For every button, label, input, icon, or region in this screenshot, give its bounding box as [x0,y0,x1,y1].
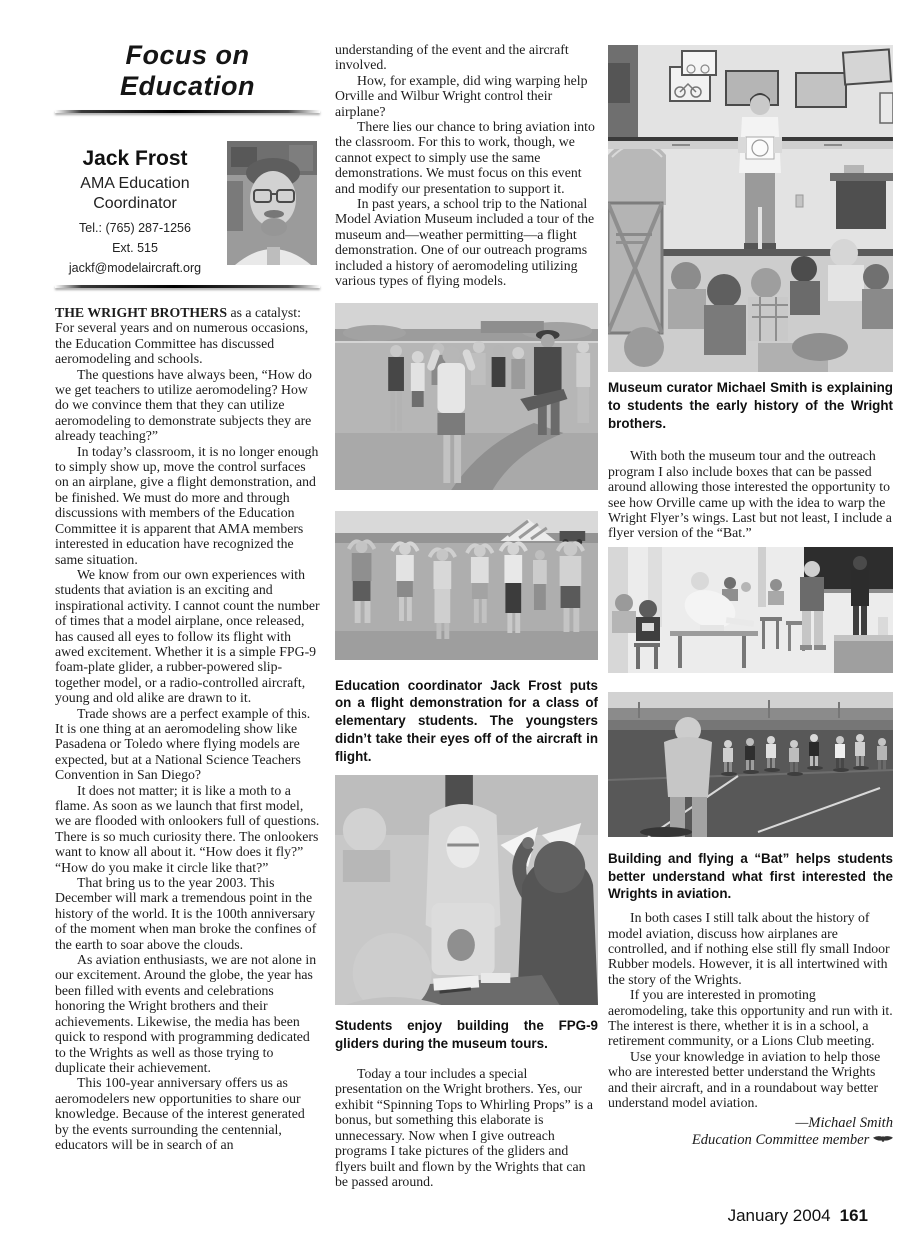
photo-caption: Students enjoy building the FPG-9 gliders during the museum tours. [335,1018,598,1052]
section-divider [55,285,320,288]
article-paragraph: That bring us to the year 2003. This December will mark a tremendous point in the history of the world. It is the 100th anniversary of the moment when man broke the confines of the earth to soar above the clouds. [55,875,317,952]
signature-role-line [608,1132,893,1150]
photo-students-building-gliders [335,775,598,1005]
author-role-line2: Coordinator [93,195,177,212]
article-paragraph: Trade shows are a perfect example of this. It is one thing at an aeromodeling show like Pasadena or Toledo where flying models are expected, but at a National Science Teachers Convention in San Diego? [55,705,311,783]
author-info [55,141,215,278]
photo-caption: Education coordinator Jack Frost puts on a flight demonstration for a class of elementary students. The youngsters didn’t take their eyes off of the aircraft in flight. [335,677,598,764]
photo-museum-curator [608,45,893,372]
article-paragraph: Use your knowledge in aviation to help those who are interested better understand the Wrights and their aircraft, and in a roundabout way better understand model aviation. [608,1048,881,1111]
column-center [335,42,598,1189]
article-paragraph: With both the museum tour and the outreach program I also include boxes that can be passed around allowing those interested the opportunity to see how Orville came up with the idea to warp the Wright Flyer’s wings. Last but not least, I include a flyer version of the “Bat.” [608,448,892,541]
photo-caption: Building and flying a “Bat” helps students better understand what first interested the Wrights in aviation. [608,850,893,902]
photo-caption: Museum curator Michael Smith is explaining to students the early history of the Wright brothers. [608,380,893,431]
author-extension: Ext. 515 [112,241,158,255]
column-right [608,45,893,1150]
signature-name: —Michael Smith [795,1114,893,1131]
watching-flight-image [335,511,598,660]
column-left [55,40,320,1152]
photo-bat-flying-field [608,692,893,837]
footer-issue: January 2004 [727,1206,831,1225]
author-box [55,141,320,275]
photo-students-watching-flight [335,511,598,660]
article-paragraph: understanding of the event and the aircraft involved. [335,42,569,73]
photo-flight-demo-group [335,303,598,490]
field-group-image [335,303,598,490]
header-divider [55,110,320,113]
author-role-line1: AMA Education [80,175,190,192]
article-paragraph: There lies our chance to bring aviation into the classroom. For this to work, though, we cannot expect to simply use the same demonstrations. We must focus on this event and modify our presentation to support it. [335,119,595,196]
article-paragraph: This 100-year anniversary offers us as aeromodelers new opportunities to share our knowledge. Because of the interest generated by the events surrounding the centennial, educators will be in search of an [55,1075,305,1152]
author-portrait-photo [227,141,317,265]
article-paragraph: The questions have always been, “How do we get teachers to utilize aeromodeling? How do we convince them that they can utilize aeromodeling to demonstrate subjects they are already teaching?” [55,366,312,444]
lead-in-text: THE WRIGHT BROTHERS [55,305,228,320]
article-paragraph: It does not matter; it is like a moth to a flame. As soon as we launch that first model, we are flooded with onlookers full of questions. There is so much curiosity there. The onlookers want to know all about it. “How does it fly?” “How do you make it circle like that?” [55,782,320,875]
article-paragraph: In past years, a school trip to the National Model Aviation Museum included a tour of the museum and—weather permitting—a flight demonstration. One of our outreach programs included a history of aeromodeling utilizing various types of flying models. [335,196,595,289]
page-title: Focus on Education [119,40,255,101]
author-phone: Tel.: (765) 287-1256 [79,221,191,235]
article-paragraph: Today a tour includes a special presentation on the Wright brothers. Yes, our exhibit “Spinning Tops to Whirling Props” is a bonus, but something this elaborate is unnecessary. Now when I give outreach programs I take pictures of the gliders and flyers built and flown by the Wrights that can be passed around. [335,1066,593,1189]
footer-page-number: 161 [839,1206,868,1225]
article-paragraph: If you are interested in promoting aeromodeling, take this opportunity and run with it. The interest is there, whether it is in a school, a retirement community, or a Lions Club meeting. [608,987,893,1049]
signature-role: Education Committee member [691,1132,870,1148]
page-footer [728,1206,868,1226]
article-paragraph: As aviation enthusiasts, we are not alone in our excitement. Around the globe, the year has been filled with events and celebrations honoring the Wright brothers and their achievements. Likewise, the media has been quick to respond with programming dedicated to the Wrights as well as those trying to duplicate their achievement. [55,952,317,1075]
article-paragraph: We know from our own experiences with students that aviation is an exciting and inspirational activity. I cannot count the number of times that a model airplane, once released, has caused all eyes to follow its flight with awed excitement. Whether it is a simple FPG-9 foam-plate glider, a rubber-powered slip-together model, or a radio-controlled aircraft, young and old alike are drawn to it. [55,566,320,706]
author-email: jackf@modelaircraft.org [68,261,202,275]
museum-talk-image [608,45,893,372]
photo-classroom-activity [608,547,893,673]
article-paragraph [55,305,320,367]
article-paragraph: In today’s classroom, it is no longer enough to simply show up, move the control surfaces on an airplane, give a flight demonstration, and be finished. We must do more and through discussions with members of the Education Committee it is apparent that AMA members interested in education have recognized the same situation. [55,443,319,567]
building-gliders-image [335,775,598,1005]
article-paragraph: In both cases I still talk about the history of model aviation, discuss how airplanes are controlled, and if nothing else still fly small Indoor Rubber models. However, it is all intertwined with the story of the Wrights. [608,910,890,987]
signature-block [608,1115,893,1150]
bat-field-image [608,692,893,837]
author-name: Jack Frost [82,147,188,170]
paragraph-text: as a catalyst: For several years and on numerous occasions, the Education Committee has discussed aeromodeling and schools. [55,305,309,367]
classroom-image [608,547,893,673]
article-paragraph: How, for example, did wing warping help Orville and Wilbur Wright control their airplane? [335,72,588,119]
ama-wings-icon [873,1135,893,1144]
portrait-image [227,141,317,265]
